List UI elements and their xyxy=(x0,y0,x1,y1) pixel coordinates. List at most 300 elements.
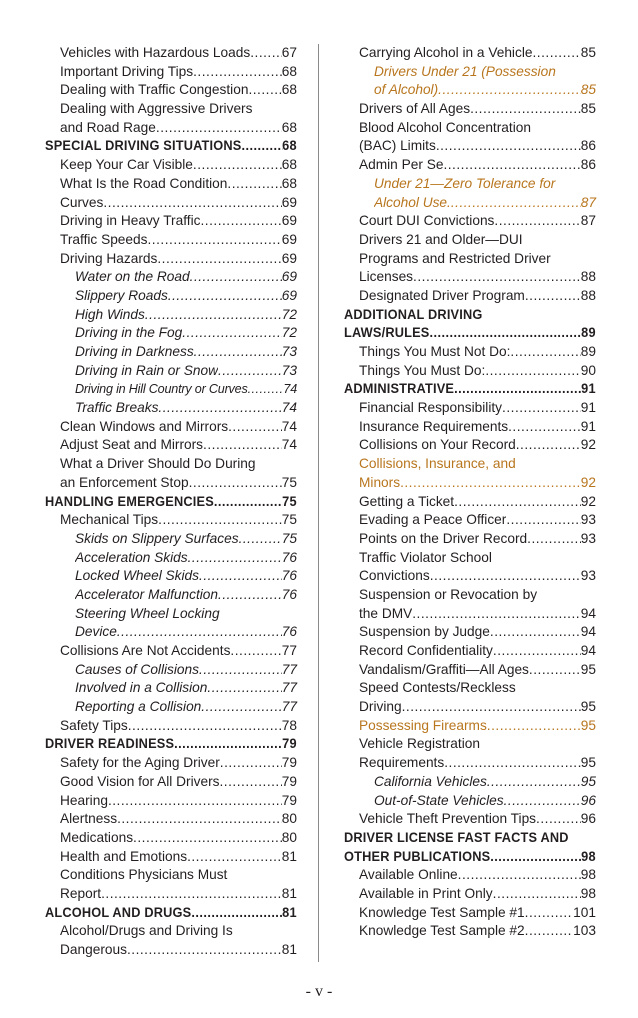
dot-leader xyxy=(157,250,281,269)
toc-getting-ticket[interactable] xyxy=(344,493,596,512)
toc-curves[interactable] xyxy=(45,194,297,213)
toc-locked-wheel-skids-page: 76 xyxy=(281,568,297,584)
toc-section-fast-facts-line1: DRIVER LICENSE FAST FACTS AND xyxy=(344,829,569,846)
toc-test-sample-2-label: Knowledge Test Sample #2 xyxy=(359,923,525,939)
dot-leader xyxy=(148,231,282,250)
toc-drivers-all-ages-page: 85 xyxy=(580,101,596,117)
toc-acceleration-skids-label: Acceleration Skids xyxy=(75,549,188,565)
dot-leader xyxy=(199,661,282,680)
toc-designated-driver-page: 88 xyxy=(580,287,596,303)
toc-section-alcohol-drugs[interactable] xyxy=(45,904,297,923)
dot-leader xyxy=(532,44,580,63)
toc-hearing-page: 79 xyxy=(281,792,297,808)
dot-leader xyxy=(529,661,581,680)
toc-traffic-congestion[interactable] xyxy=(45,81,297,100)
toc-causes-collisions-label: Causes of Collisions xyxy=(75,661,200,677)
dot-leader xyxy=(444,754,581,773)
dot-leader xyxy=(527,530,581,549)
toc-available-online[interactable] xyxy=(344,866,596,885)
dot-leader xyxy=(218,362,282,381)
toc-california-vehicles[interactable] xyxy=(344,773,596,792)
toc-bac-limits-page: 86 xyxy=(580,138,596,154)
toc-curves-label: Curves xyxy=(60,194,104,210)
toc-health-emotions-page: 81 xyxy=(281,848,297,864)
toc-section-emergencies[interactable] xyxy=(45,493,297,512)
toc-rain-snow[interactable] xyxy=(45,362,297,381)
toc-points-record-label: Points on the Driver Record xyxy=(359,530,528,546)
toc-slippery-roads[interactable] xyxy=(45,287,297,306)
toc-traffic-violator-school-line1: Traffic Violator School xyxy=(359,549,492,565)
toc-bac-limits[interactable] xyxy=(344,137,596,156)
dot-leader xyxy=(490,848,581,867)
toc-causes-collisions-page: 77 xyxy=(281,661,297,677)
dot-leader xyxy=(188,549,282,568)
toc-vehicle-registration-page: 95 xyxy=(580,755,596,771)
dot-leader xyxy=(510,343,580,362)
dot-leader xyxy=(145,306,282,325)
toc-alcohol-drugs-dangerous-label: Dangerous xyxy=(60,942,127,957)
toc-record-confidentiality-label: Record Confidentiality xyxy=(359,643,493,658)
toc-suspension-dmv-label: the DMV xyxy=(359,605,413,621)
toc-hearing[interactable] xyxy=(45,792,297,811)
toc-high-winds-page: 72 xyxy=(281,306,297,322)
toc-driving-darkness-label: Driving in Darkness xyxy=(75,344,194,359)
toc-car-visible-label: Keep Your Car Visible xyxy=(60,157,193,173)
toc-causes-collisions[interactable] xyxy=(45,661,297,680)
toc-curves-page: 69 xyxy=(281,194,297,210)
toc-vehicles-hazardous-loads-page: 67 xyxy=(281,45,297,60)
toc-traffic-congestion-label: Dealing with Traffic Congestion xyxy=(60,82,249,98)
toc-medications-label: Medications xyxy=(60,829,134,845)
toc-aggressive-drivers-label: and Road Rage xyxy=(60,119,156,135)
toc-involved-collision-label: Involved in a Collision xyxy=(75,680,208,696)
toc-enforcement-stop-label: an Enforcement Stop xyxy=(60,474,189,490)
dot-leader xyxy=(493,885,581,904)
toc-section-special-driving-page: 68 xyxy=(282,138,297,155)
toc-important-driving-tips-page: 68 xyxy=(281,63,297,79)
toc-skids-slippery-label: Skids on Slippery Surfaces xyxy=(75,530,239,546)
toc-section-alcohol-drugs-label: ALCOHOL AND DRUGS xyxy=(45,904,192,921)
toc-rain-snow-label: Driving in Rain or Snow xyxy=(75,362,219,378)
toc-suspension-judge-page: 94 xyxy=(580,624,596,640)
dot-leader xyxy=(199,567,282,586)
toc-financial-responsibility[interactable] xyxy=(344,399,596,418)
toc-insurance-requirements[interactable] xyxy=(344,418,596,437)
toc-skids-slippery[interactable] xyxy=(45,530,297,549)
dot-leader xyxy=(101,885,282,904)
toc-test-sample-1-label: Knowledge Test Sample #1 xyxy=(359,904,525,920)
toc-bac-limits-label: (BAC) Limits xyxy=(359,138,436,154)
toc-traffic-violator-school[interactable] xyxy=(344,567,596,586)
toc-vehicles-hazardous-loads-label: Vehicles with Hazardous Loads xyxy=(60,45,251,60)
toc-safety-tips[interactable] xyxy=(45,717,297,736)
dot-leader xyxy=(220,754,282,773)
toc-section-additional-laws-page: 89 xyxy=(581,325,596,342)
toc-right-column xyxy=(344,44,596,941)
toc-record-confidentiality-page: 94 xyxy=(580,643,596,658)
dot-leader xyxy=(413,268,581,287)
toc-involved-collision[interactable] xyxy=(45,679,297,698)
toc-out-of-state-page: 96 xyxy=(580,792,596,808)
toc-important-driving-tips-label: Important Driving Tips xyxy=(60,63,194,79)
toc-clean-windows-page: 74 xyxy=(281,418,297,434)
toc-mechanical-tips-page: 75 xyxy=(281,512,297,528)
toc-enforcement-stop-line1: What a Driver Should Do During xyxy=(60,456,256,472)
dot-leader xyxy=(430,567,581,586)
toc-under21-possession-page: 85 xyxy=(580,82,596,98)
toc-california-vehicles-page: 95 xyxy=(580,773,596,789)
toc-clean-windows[interactable] xyxy=(45,418,297,437)
toc-driving-hazards-page: 69 xyxy=(281,250,297,266)
dot-leader xyxy=(190,268,282,287)
toc-under21-possession[interactable] xyxy=(344,81,596,100)
column-divider xyxy=(318,44,319,962)
toc-adjust-seat[interactable] xyxy=(45,436,297,455)
toc-suspension-dmv-page: 94 xyxy=(580,605,596,621)
toc-section-fast-facts[interactable] xyxy=(344,848,596,867)
toc-driving-fog-page: 72 xyxy=(281,325,297,341)
toc-section-alcohol-drugs-page: 81 xyxy=(282,904,297,921)
toc-vehicle-registration[interactable] xyxy=(344,754,596,773)
toc-clean-windows-label: Clean Windows and Mirrors xyxy=(60,418,229,434)
toc-locked-wheel-skids-label: Locked Wheel Skids xyxy=(75,568,200,584)
toc-driving-hazards[interactable] xyxy=(45,250,297,269)
dot-leader xyxy=(103,194,281,213)
dot-leader xyxy=(187,848,282,867)
toc-high-winds[interactable] xyxy=(45,306,297,325)
toc-court-dui[interactable] xyxy=(344,212,596,231)
toc-section-additional-laws-label: LAWS/RULES xyxy=(344,325,430,342)
toc-possessing-firearms-page: 95 xyxy=(580,717,596,733)
toc-drivers-21-older-line2: Programs and Restricted Driver xyxy=(359,250,551,266)
toc-heavy-traffic-label: Driving in Heavy Traffic xyxy=(60,213,201,229)
toc-drivers-21-older[interactable] xyxy=(344,268,596,287)
toc-alertness-label: Alertness xyxy=(60,811,118,827)
toc-carrying-alcohol-page: 85 xyxy=(580,45,596,60)
toc-admin-per-se-page: 86 xyxy=(580,157,596,173)
toc-drivers-all-ages[interactable] xyxy=(344,100,596,119)
toc-court-dui-label: Court DUI Convictions xyxy=(359,213,495,229)
toc-section-driver-readiness-label: DRIVER READINESS xyxy=(45,736,175,753)
toc-insurance-requirements-page: 91 xyxy=(580,418,596,434)
toc-locked-wheel-skids[interactable] xyxy=(45,567,297,586)
dot-leader xyxy=(203,436,282,455)
dot-leader xyxy=(430,324,582,343)
toc-under21-zero-tolerance-label: Alcohol Use. xyxy=(374,194,451,210)
toc-vehicle-registration-line1: Vehicle Registration xyxy=(359,736,480,752)
toc-road-condition-label: What Is the Road Condition xyxy=(60,175,228,191)
toc-adjust-seat-label: Adjust Seat and Mirrors xyxy=(60,437,204,453)
dot-leader xyxy=(200,212,281,231)
toc-must-not-do-page: 89 xyxy=(580,344,596,359)
toc-available-print[interactable] xyxy=(344,885,596,904)
toc-road-condition-page: 68 xyxy=(281,175,297,191)
toc-theft-prevention-page: 96 xyxy=(580,811,596,827)
toc-getting-ticket-label: Getting a Ticket xyxy=(359,493,455,509)
dot-leader xyxy=(451,194,581,213)
toc-conditions-physicians-page: 81 xyxy=(281,885,297,901)
dot-leader xyxy=(168,287,282,306)
toc-record-confidentiality[interactable] xyxy=(344,642,596,661)
toc-steering-wheel-locking[interactable] xyxy=(45,623,297,642)
dot-leader xyxy=(227,175,281,194)
toc-possessing-firearms-label: Possessing Firearms xyxy=(359,717,487,733)
toc-alcohol-drugs-dangerous-line1: Alcohol/Drugs and Driving Is xyxy=(60,923,233,939)
toc-vandalism[interactable] xyxy=(344,661,596,680)
dot-leader xyxy=(402,698,581,717)
toc-medications-page: 80 xyxy=(281,829,297,845)
toc-section-administrative[interactable] xyxy=(344,380,596,399)
toc-speed-contests[interactable] xyxy=(344,698,596,717)
toc-reporting-collision-label: Reporting a Collision xyxy=(75,699,202,715)
toc-traffic-breaks[interactable] xyxy=(45,399,297,418)
dot-leader xyxy=(536,810,581,829)
toc-good-vision-page: 79 xyxy=(281,773,297,789)
toc-vandalism-label: Vandalism/Graffiti—All Ages xyxy=(359,661,529,677)
toc-section-administrative-label: ADMINISTRATIVE xyxy=(344,381,455,398)
toc-out-of-state-label: Out-of-State Vehicles xyxy=(374,792,504,808)
toc-available-online-page: 98 xyxy=(580,867,596,883)
toc-must-do-label: Things You Must Do: xyxy=(359,362,486,378)
toc-collisions-not-accidents-label: Collisions Are Not Accidents xyxy=(60,643,231,658)
dot-leader xyxy=(156,119,282,138)
toc-collisions-record[interactable] xyxy=(344,436,596,455)
toc-suspension-dmv[interactable] xyxy=(344,605,596,624)
toc-collisions-not-accidents[interactable] xyxy=(45,642,297,661)
dot-leader xyxy=(248,81,281,100)
toc-available-print-label: Available in Print Only xyxy=(359,885,493,901)
toc-must-do[interactable] xyxy=(344,362,596,381)
toc-slippery-roads-page: 69 xyxy=(281,287,297,303)
toc-section-administrative-page: 91 xyxy=(581,381,596,398)
dot-leader xyxy=(241,137,282,156)
toc-involved-collision-page: 77 xyxy=(281,680,297,696)
dot-leader xyxy=(108,792,282,811)
toc-alcohol-drugs-dangerous-page: 81 xyxy=(281,942,297,957)
dot-leader xyxy=(182,324,281,343)
toc-safety-tips-label: Safety Tips xyxy=(60,717,128,733)
dot-leader xyxy=(218,586,282,605)
toc-bac-limits-line1: Blood Alcohol Concentration xyxy=(359,119,531,135)
toc-test-sample-2[interactable] xyxy=(344,922,596,941)
dot-leader xyxy=(193,63,282,82)
toc-health-emotions-label: Health and Emotions xyxy=(60,848,188,864)
toc-suspension-judge[interactable] xyxy=(344,623,596,642)
toc-suspension-judge-label: Suspension by Judge xyxy=(359,624,490,640)
toc-insurance-requirements-label: Insurance Requirements xyxy=(359,418,509,434)
toc-out-of-state[interactable] xyxy=(344,792,596,811)
toc-court-dui-page: 87 xyxy=(580,213,596,229)
toc-section-driver-readiness-page: 79 xyxy=(282,736,297,753)
toc-traffic-speeds-page: 69 xyxy=(281,231,297,247)
toc-theft-prevention[interactable] xyxy=(344,810,596,829)
toc-important-driving-tips[interactable] xyxy=(45,63,297,82)
toc-driving-darkness-page: 73 xyxy=(281,344,297,359)
dot-leader xyxy=(189,474,282,493)
toc-test-sample-2-page: 103 xyxy=(573,923,596,939)
toc-aging-driver-page: 79 xyxy=(281,755,297,771)
toc-theft-prevention-label: Vehicle Theft Prevention Tips xyxy=(359,811,537,827)
toc-speed-contests-line1: Speed Contests/Reckless xyxy=(359,680,516,696)
toc-under21-possession-line1: Drivers Under 21 (Possession xyxy=(374,63,556,79)
dot-leader xyxy=(502,399,581,418)
toc-good-vision[interactable] xyxy=(45,773,297,792)
toc-points-record-page: 93 xyxy=(580,530,596,546)
toc-conditions-physicians-line1: Conditions Physicians Must xyxy=(60,867,228,883)
dot-leader xyxy=(525,922,574,941)
toc-acceleration-skids[interactable] xyxy=(45,549,297,568)
dot-leader xyxy=(458,866,581,885)
toc-collisions-minors-label: Minors xyxy=(359,474,401,490)
toc-vehicles-hazardous-loads[interactable] xyxy=(45,44,297,63)
toc-collisions-minors-line1: Collisions, Insurance, and xyxy=(359,456,516,472)
toc-available-online-label: Available Online xyxy=(359,867,458,883)
toc-test-sample-1[interactable] xyxy=(344,904,596,923)
toc-section-fast-facts-label: OTHER PUBLICATIONS xyxy=(344,848,491,865)
dot-leader xyxy=(470,100,581,119)
toc-alcohol-drugs-dangerous[interactable] xyxy=(45,941,297,960)
dot-leader xyxy=(239,530,282,549)
dot-leader xyxy=(250,44,282,63)
toc-section-special-driving[interactable] xyxy=(45,137,297,156)
toc-drivers-21-older-line1: Drivers 21 and Older—DUI xyxy=(359,231,523,247)
dot-leader xyxy=(220,773,282,792)
toc-adjust-seat-page: 74 xyxy=(281,437,297,453)
dot-leader xyxy=(158,399,281,418)
toc-evading-officer[interactable] xyxy=(344,511,596,530)
dot-leader xyxy=(214,493,282,512)
toc-medications[interactable] xyxy=(45,829,297,848)
toc-accelerator-malfunction-label: Accelerator Malfunction xyxy=(75,586,219,602)
toc-road-condition[interactable] xyxy=(45,175,297,194)
dot-leader xyxy=(191,904,282,923)
toc-drivers-all-ages-label: Drivers of All Ages xyxy=(359,101,471,117)
dot-leader xyxy=(443,156,580,175)
toc-aggressive-drivers[interactable] xyxy=(45,119,297,138)
toc-section-emergencies-page: 75 xyxy=(282,493,297,510)
dot-leader xyxy=(117,623,282,642)
toc-drivers-21-older-label: Licenses xyxy=(359,269,414,285)
toc-traffic-breaks-page: 74 xyxy=(281,400,297,416)
toc-under21-possession-label: of Alcohol) xyxy=(374,82,439,98)
toc-vehicle-registration-label: Requirements xyxy=(359,755,445,771)
dot-leader xyxy=(493,642,581,661)
toc-section-driver-readiness[interactable] xyxy=(45,735,297,754)
dot-leader xyxy=(490,623,581,642)
toc-carrying-alcohol[interactable] xyxy=(344,44,596,63)
toc-traffic-congestion-page: 68 xyxy=(281,82,297,98)
toc-drivers-21-older-page: 88 xyxy=(580,269,596,285)
dot-leader xyxy=(436,137,581,156)
dot-leader xyxy=(158,511,282,530)
toc-aging-driver[interactable] xyxy=(45,754,297,773)
dot-leader xyxy=(193,156,282,175)
dot-leader xyxy=(194,343,282,362)
toc-speed-contests-page: 95 xyxy=(580,699,596,715)
dot-leader xyxy=(207,679,281,698)
toc-car-visible[interactable] xyxy=(45,156,297,175)
toc-heavy-traffic-page: 69 xyxy=(281,213,297,229)
toc-mechanical-tips-label: Mechanical Tips xyxy=(60,512,159,528)
toc-carrying-alcohol-label: Carrying Alcohol in a Vehicle xyxy=(359,45,533,60)
toc-possessing-firearms[interactable] xyxy=(344,717,596,736)
toc-driving-darkness[interactable] xyxy=(45,343,297,362)
toc-left-column xyxy=(45,44,297,960)
dot-leader xyxy=(174,735,282,754)
toc-aggressive-drivers-line1: Dealing with Aggressive Drivers xyxy=(60,101,253,117)
toc-water-on-road-page: 69 xyxy=(281,269,297,285)
toc-designated-driver[interactable] xyxy=(344,287,596,306)
toc-accelerator-malfunction[interactable] xyxy=(45,586,297,605)
dot-leader xyxy=(400,474,581,493)
dot-leader xyxy=(487,773,581,792)
toc-section-emergencies-label: HANDLING EMERGENCIES xyxy=(45,493,214,510)
dot-leader xyxy=(506,511,580,530)
dot-leader xyxy=(230,642,281,661)
toc-water-on-road[interactable] xyxy=(45,268,297,287)
toc-admin-per-se-label: Admin Per Se xyxy=(359,157,444,173)
dot-leader xyxy=(117,810,282,829)
dot-leader xyxy=(438,81,581,100)
toc-vandalism-page: 95 xyxy=(580,661,596,677)
toc-driving-fog[interactable] xyxy=(45,324,297,343)
toc-enforcement-stop[interactable] xyxy=(45,474,297,493)
toc-collisions-record-page: 92 xyxy=(580,437,596,453)
dot-leader xyxy=(248,380,284,399)
toc-slippery-roads-label: Slippery Roads xyxy=(75,287,168,303)
toc-hearing-label: Hearing xyxy=(60,792,108,808)
toc-points-record[interactable] xyxy=(344,530,596,549)
toc-rain-snow-page: 73 xyxy=(281,362,297,378)
toc-admin-per-se[interactable] xyxy=(344,156,596,175)
toc-evading-officer-label: Evading a Peace Officer xyxy=(359,512,507,528)
dot-leader xyxy=(128,717,282,736)
toc-skids-slippery-page: 75 xyxy=(281,530,297,546)
toc-collisions-record-label: Collisions on Your Record xyxy=(359,437,516,453)
toc-safety-tips-page: 78 xyxy=(281,717,297,733)
toc-section-additional-laws[interactable] xyxy=(344,324,596,343)
toc-available-print-page: 98 xyxy=(580,885,596,901)
toc-hill-country-label: Driving in Hill Country or Curves xyxy=(75,382,248,397)
dot-leader xyxy=(133,829,282,848)
toc-alertness[interactable] xyxy=(45,810,297,829)
toc-must-not-do[interactable] xyxy=(344,343,596,362)
toc-driving-hazards-label: Driving Hazards xyxy=(60,250,158,266)
toc-reporting-collision[interactable] xyxy=(45,698,297,717)
toc-traffic-violator-school-label: Convictions xyxy=(359,568,430,584)
dot-leader xyxy=(516,436,581,455)
page-number: - v - xyxy=(305,983,333,1000)
toc-evading-officer-page: 93 xyxy=(580,512,596,528)
toc-designated-driver-label: Designated Driver Program xyxy=(359,287,525,303)
toc-hill-country[interactable] xyxy=(45,380,297,399)
toc-under21-zero-tolerance[interactable] xyxy=(344,194,596,213)
toc-accelerator-malfunction-page: 76 xyxy=(281,586,297,602)
toc-traffic-speeds[interactable] xyxy=(45,231,297,250)
toc-getting-ticket-page: 92 xyxy=(580,493,596,509)
toc-heavy-traffic[interactable] xyxy=(45,212,297,231)
toc-health-emotions[interactable] xyxy=(45,848,297,867)
toc-collisions-minors[interactable] xyxy=(344,474,596,493)
toc-conditions-physicians[interactable] xyxy=(45,885,297,904)
dot-leader xyxy=(525,904,574,923)
toc-mechanical-tips[interactable] xyxy=(45,511,297,530)
toc-steering-wheel-locking-page: 76 xyxy=(281,624,297,640)
toc-section-fast-facts-page: 98 xyxy=(581,848,596,865)
toc-steering-wheel-locking-label: Device xyxy=(75,624,117,640)
toc-section-special-driving-label: SPECIAL DRIVING SITUATIONS xyxy=(45,138,242,155)
dot-leader xyxy=(412,605,581,624)
